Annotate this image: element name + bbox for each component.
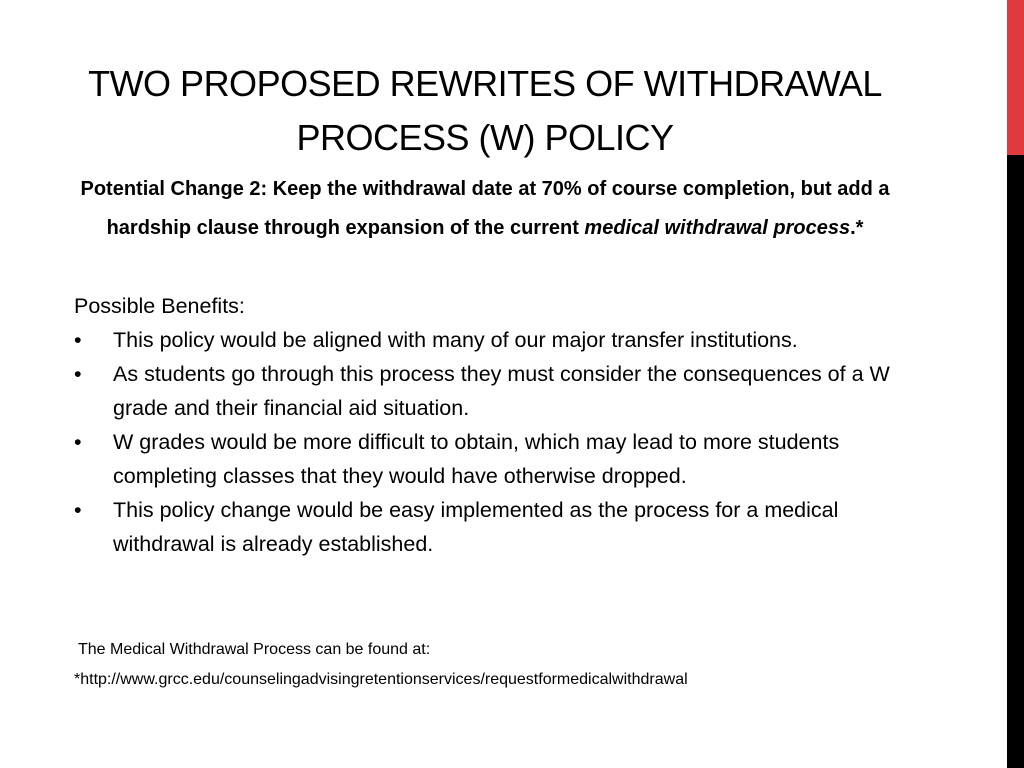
benefits-label: Possible Benefits: xyxy=(74,294,245,318)
bullet-icon: • xyxy=(74,498,82,522)
footnote-text: The Medical Withdrawal Process can be found at: xyxy=(78,641,431,658)
list-item-text: W grades would be more difficult to obtain, which may lead to more students completing classes that they would have otherwise dropped. xyxy=(113,430,840,488)
list-item-text: This policy change would be easy implemented as the process for a medical withdrawal is already established. xyxy=(113,498,839,556)
list-item xyxy=(74,425,914,493)
slide-title: TWO PROPOSED REWRITES OF WITHDRAWAL PROCESS (W) POLICY xyxy=(88,63,882,159)
slide-body xyxy=(74,289,914,561)
list-item-text: As students go through this process they must consider the consequences of a W grade and their financial aid situation. xyxy=(113,362,890,420)
subtitle-text: Potential Change 2: Keep the withdrawal date at 70% of course completion, but add a hardship clause through expansion of the current xyxy=(80,178,890,239)
right-decorative-bar xyxy=(1007,0,1024,768)
bullet-icon: • xyxy=(74,430,82,454)
list-item xyxy=(74,493,914,561)
subtitle-italic-text: medical withdrawal process xyxy=(584,217,851,239)
list-item-text: This policy would be aligned with many of our major transfer institutions. xyxy=(113,328,798,352)
slide-subtitle xyxy=(70,170,900,248)
list-item xyxy=(74,323,914,357)
footnote-url: *http://www.grcc.edu/counselingadvisingretentionservices/requestformedicalwithdrawal xyxy=(74,671,688,688)
red-accent-block xyxy=(1007,0,1024,155)
bullet-icon: • xyxy=(74,362,82,386)
benefits-list xyxy=(74,323,914,561)
bullet-icon: • xyxy=(74,328,82,352)
list-item xyxy=(74,357,914,425)
subtitle-suffix: .* xyxy=(850,217,864,239)
